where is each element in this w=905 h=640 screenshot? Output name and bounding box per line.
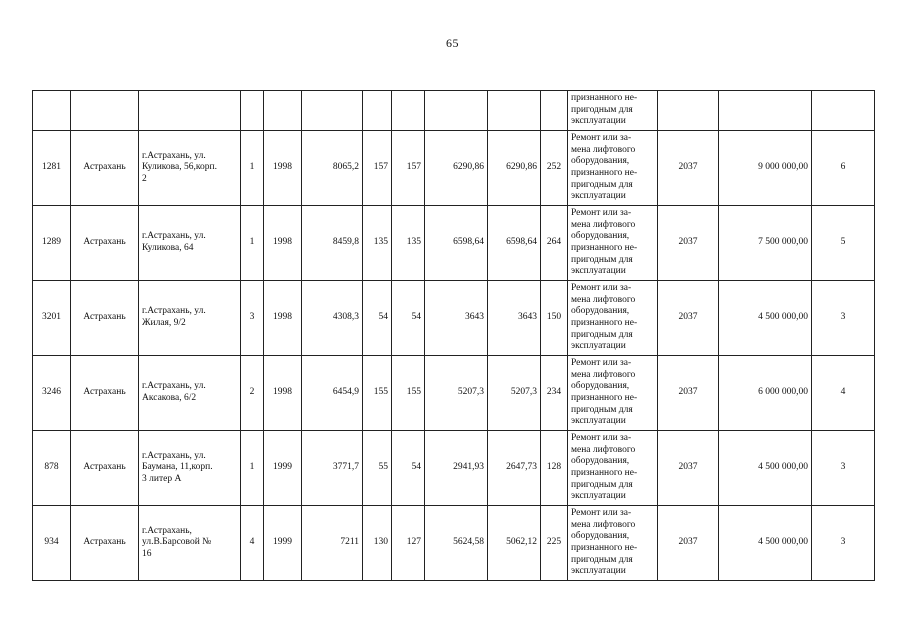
cell-residents — [541, 91, 568, 131]
cell-area-a — [425, 91, 488, 131]
cell-area-b: 6290,86 — [488, 131, 541, 206]
cell-plan-year: 2037 — [658, 131, 719, 206]
cell-cost: 6 000 000,00 — [719, 356, 812, 431]
cell-address — [139, 281, 241, 356]
work-line: признанного не- — [571, 318, 638, 328]
address-line: г.Астрахань, ул. — [142, 150, 206, 161]
work-line: оборудования, — [571, 531, 630, 542]
cell-plan-year: 2037 — [658, 356, 719, 431]
cell-area-total: 7211 — [302, 506, 363, 581]
work-line: признанного не- — [571, 468, 638, 478]
cell-id: 3201 — [33, 281, 71, 356]
cell-city: Астрахань — [71, 131, 139, 206]
cell-area-a: 3643 — [425, 281, 488, 356]
cell-cost: 4 500 000,00 — [719, 281, 812, 356]
continuation-row — [33, 91, 875, 131]
cell-area-a: 2941,93 — [425, 431, 488, 506]
cell-address — [139, 356, 241, 431]
address-line: Куликова, 64 — [142, 243, 194, 253]
cell-area-a: 5207,3 — [425, 356, 488, 431]
cell-col6: 55 — [363, 431, 392, 506]
address-line: Куликова, 56,корп. — [142, 162, 217, 173]
cell-id: 934 — [33, 506, 71, 581]
work-line: признанного не- — [571, 243, 638, 253]
cell-residents: 252 — [541, 131, 568, 206]
cell-floors — [241, 91, 264, 131]
address-line: 2 — [142, 173, 147, 184]
cell-area-b: 5062,12 — [488, 506, 541, 581]
cell-col7: 54 — [392, 431, 425, 506]
cell-address — [139, 431, 241, 506]
cell-area-total: 4308,3 — [302, 281, 363, 356]
cell-last — [812, 91, 875, 131]
work-line: признанного не- — [571, 393, 638, 403]
cell-col6: 157 — [363, 131, 392, 206]
cell-col7: 54 — [392, 281, 425, 356]
cell-year: 1999 — [264, 431, 302, 506]
cell-area-total: 3771,7 — [302, 431, 363, 506]
work-line: пригодным для — [571, 104, 633, 115]
address-line: ул.В.Барсовой № — [142, 537, 212, 548]
work-line: эксплуатации — [571, 116, 626, 127]
cell-floors: 1 — [241, 131, 264, 206]
work-line: оборудования, — [571, 156, 630, 167]
cell-col7: 155 — [392, 356, 425, 431]
work-line: Ремонт или за- — [571, 508, 632, 519]
cell-floors: 1 — [241, 206, 264, 281]
cell-year: 1999 — [264, 506, 302, 581]
address-line: 16 — [142, 548, 152, 559]
work-line: пригодным для — [571, 254, 633, 265]
work-line: признанного не- — [571, 93, 638, 104]
registry-table-body — [33, 91, 875, 581]
cell-work-type — [568, 131, 658, 206]
work-line: пригодным для — [571, 179, 633, 190]
cell-residents: 128 — [541, 431, 568, 506]
cell-floors: 1 — [241, 431, 264, 506]
cell-col7: 127 — [392, 506, 425, 581]
cell-area-total: 6454,9 — [302, 356, 363, 431]
cell-plan-year: 2037 — [658, 281, 719, 356]
address-line: г.Астрахань, ул. — [142, 381, 206, 392]
cell-residents: 150 — [541, 281, 568, 356]
cell-residents: 234 — [541, 356, 568, 431]
work-line: Ремонт или за- — [571, 283, 632, 294]
work-line: Ремонт или за- — [571, 358, 632, 369]
cell-last: 3 — [812, 506, 875, 581]
cell-floors: 4 — [241, 506, 264, 581]
work-line: оборудования, — [571, 306, 630, 317]
cell-floors: 2 — [241, 356, 264, 431]
cell-area-b: 6598,64 — [488, 206, 541, 281]
cell-area-total — [302, 91, 363, 131]
cell-city: Астрахань — [71, 206, 139, 281]
cell-plan-year: 2037 — [658, 431, 719, 506]
cell-work-type — [568, 431, 658, 506]
address-line: г.Астрахань, ул. — [142, 306, 206, 317]
cell-year: 1998 — [264, 281, 302, 356]
cell-year: 1998 — [264, 206, 302, 281]
cell-cost: 7 500 000,00 — [719, 206, 812, 281]
cell-area-b — [488, 91, 541, 131]
work-line: оборудования, — [571, 456, 630, 467]
cell-plan-year — [658, 91, 719, 131]
table-row — [33, 506, 875, 581]
cell-year: 1998 — [264, 356, 302, 431]
cell-plan-year: 2037 — [658, 206, 719, 281]
work-line: Ремонт или за- — [571, 208, 632, 219]
cell-col7: 157 — [392, 131, 425, 206]
cell-city — [71, 91, 139, 131]
address-line: 3 литер А — [142, 473, 182, 484]
address-line: г.Астрахань, ул. — [142, 450, 206, 461]
cell-city: Астрахань — [71, 431, 139, 506]
cell-cost — [719, 91, 812, 131]
cell-residents: 225 — [541, 506, 568, 581]
cell-last: 4 — [812, 356, 875, 431]
cell-col6: 130 — [363, 506, 392, 581]
cell-area-b: 5207,3 — [488, 356, 541, 431]
work-line: мена лифтового — [571, 519, 636, 530]
work-line: признанного не- — [571, 543, 638, 553]
cell-id: 878 — [33, 431, 71, 506]
work-line: пригодным для — [571, 554, 633, 565]
cell-work-type — [568, 281, 658, 356]
work-line: Ремонт или за- — [571, 133, 632, 144]
table-row — [33, 431, 875, 506]
cell-plan-year: 2037 — [658, 506, 719, 581]
cell-year — [264, 91, 302, 131]
cell-city: Астрахань — [71, 506, 139, 581]
address-line: г.Астрахань, — [142, 525, 192, 536]
work-line: эксплуатации — [571, 416, 626, 427]
table-row — [33, 281, 875, 356]
cell-area-b: 2647,73 — [488, 431, 541, 506]
cell-id — [33, 91, 71, 131]
cell-id: 1281 — [33, 131, 71, 206]
cell-col6: 54 — [363, 281, 392, 356]
cell-id: 1289 — [33, 206, 71, 281]
cell-col6: 135 — [363, 206, 392, 281]
cell-col7: 135 — [392, 206, 425, 281]
registry-table — [32, 90, 875, 581]
table-row — [33, 206, 875, 281]
cell-col6 — [363, 91, 392, 131]
cell-year: 1998 — [264, 131, 302, 206]
cell-cost: 9 000 000,00 — [719, 131, 812, 206]
cell-area-a: 6598,64 — [425, 206, 488, 281]
address-line: г.Астрахань, ул. — [142, 231, 206, 242]
work-line: эксплуатации — [571, 566, 626, 577]
table-row — [33, 131, 875, 206]
cell-last: 5 — [812, 206, 875, 281]
work-line: эксплуатации — [571, 341, 626, 352]
cell-address — [139, 506, 241, 581]
cell-last: 3 — [812, 431, 875, 506]
work-line: мена лифтового — [571, 369, 636, 380]
cell-last: 6 — [812, 131, 875, 206]
cell-area-a: 5624,58 — [425, 506, 488, 581]
work-line: Ремонт или за- — [571, 433, 632, 444]
table-row — [33, 356, 875, 431]
work-line: пригодным для — [571, 479, 633, 490]
work-line: мена лифтового — [571, 444, 636, 455]
work-line: пригодным для — [571, 329, 633, 340]
cell-id: 3246 — [33, 356, 71, 431]
address-line: Аксакова, 6/2 — [142, 393, 197, 403]
work-line: оборудования, — [571, 381, 630, 392]
cell-area-b: 3643 — [488, 281, 541, 356]
cell-residents: 264 — [541, 206, 568, 281]
work-line: мена лифтового — [571, 219, 636, 230]
cell-work-type — [568, 356, 658, 431]
page-number: 65 — [446, 36, 459, 50]
cell-cost: 4 500 000,00 — [719, 506, 812, 581]
cell-address — [139, 206, 241, 281]
work-line: мена лифтового — [571, 294, 636, 305]
cell-last: 3 — [812, 281, 875, 356]
work-line: эксплуатации — [571, 191, 626, 202]
cell-work-type — [568, 91, 658, 131]
cell-floors: 3 — [241, 281, 264, 356]
work-line: оборудования, — [571, 231, 630, 242]
cell-city: Астрахань — [71, 281, 139, 356]
cell-cost: 4 500 000,00 — [719, 431, 812, 506]
work-line: эксплуатации — [571, 491, 626, 502]
work-line: мена лифтового — [571, 144, 636, 155]
cell-col6: 155 — [363, 356, 392, 431]
cell-work-type — [568, 506, 658, 581]
cell-area-a: 6290,86 — [425, 131, 488, 206]
cell-city: Астрахань — [71, 356, 139, 431]
work-line: эксплуатации — [571, 266, 626, 277]
address-line: Жилая, 9/2 — [142, 318, 186, 328]
cell-area-total: 8065,2 — [302, 131, 363, 206]
cell-col7 — [392, 91, 425, 131]
cell-area-total: 8459,8 — [302, 206, 363, 281]
address-line: Баумана, 11,корп. — [142, 462, 213, 473]
cell-address — [139, 131, 241, 206]
cell-work-type — [568, 206, 658, 281]
work-line: пригодным для — [571, 404, 633, 415]
work-line: признанного не- — [571, 168, 638, 178]
cell-address — [139, 91, 241, 131]
